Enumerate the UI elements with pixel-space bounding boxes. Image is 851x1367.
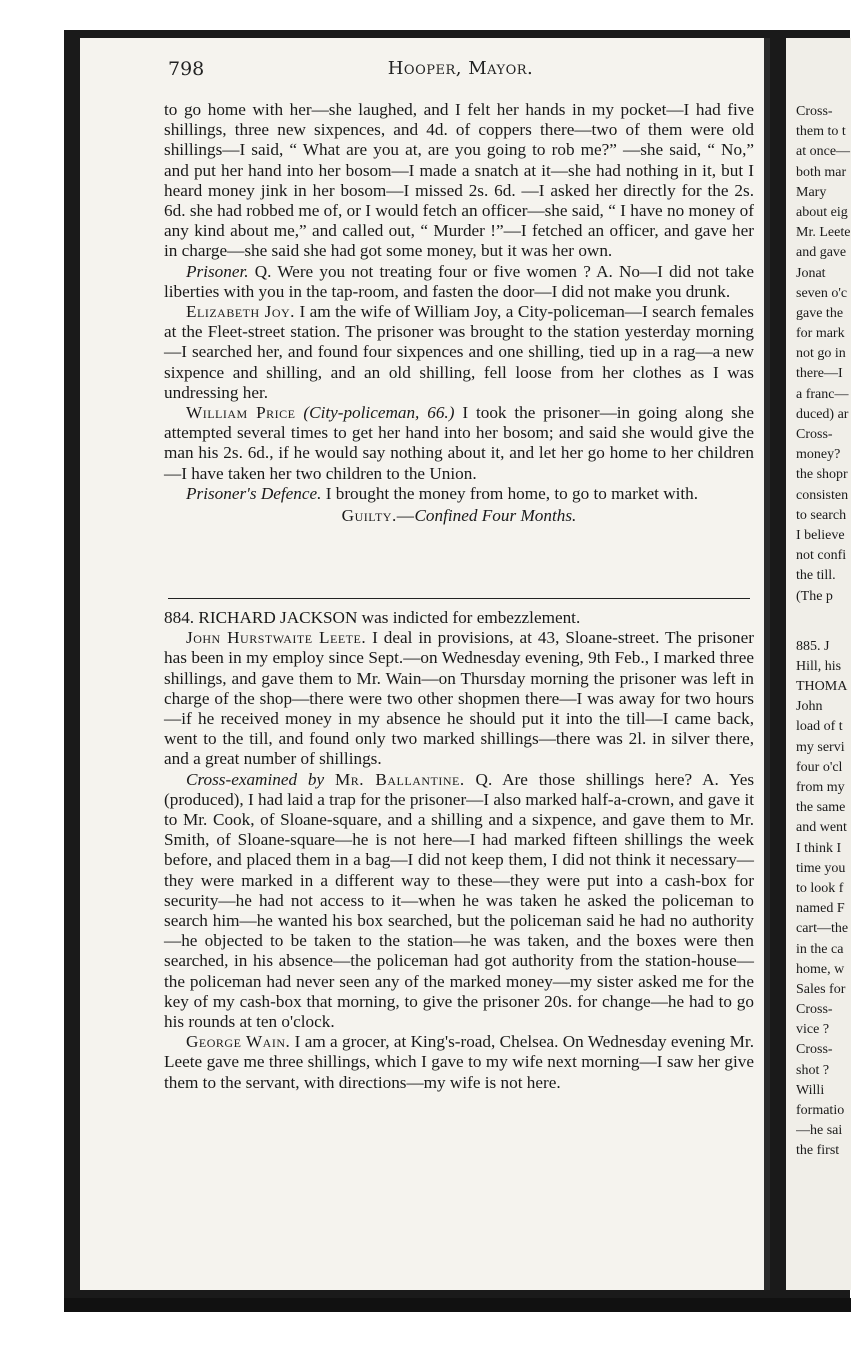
book-bottom-edge (64, 1298, 851, 1312)
facing-page-line: duced) ar (796, 406, 849, 422)
witness-name: John Hurstwaite Leete. (186, 628, 367, 648)
facing-page-line: Mr. Leete (796, 225, 851, 241)
facing-page-fragments (796, 102, 851, 1162)
witness-name: William Price (186, 403, 296, 423)
witness-testimony: I am a grocer, at King's-road, Chelsea. On Wednesday evening Mr. Leete gave me three shillings, which I gave to my wife next morning—I saw her give them to the servant, with directions—my wife is not here. (164, 1032, 754, 1092)
facing-page-line: consisten (796, 487, 849, 503)
facing-page-line: Cross- (796, 1002, 833, 1018)
facing-page-line: Cross- (796, 1042, 833, 1058)
witness-testimony: I deal in provisions, at 43, Sloane-street. The prisoner has been in my employ since Sept.—on Wednesday evening, 9th Feb., I marked three shillings, and gave them to Mr. Wain—on Thursday morning the prisoner was left in charge of the shop—there were two other shopmen there—I was away for two hours—if he received money in my absence he should put it into the till—I came back, went to the till, and found only two marked shillings—there was 2l. in silver there, and a great number of shillings. (164, 628, 755, 769)
prisoner-defence (164, 484, 754, 504)
facing-page-line: not confi (796, 548, 847, 564)
witness-leete (164, 628, 754, 769)
facing-page-line: both mar (796, 164, 847, 180)
witness-name: George Wain. (186, 1032, 291, 1052)
facing-page-line: about eig (796, 204, 848, 220)
facing-page-line: the first (796, 1143, 840, 1159)
facing-page-line: time you (796, 860, 846, 876)
facing-page-line: my servi (796, 739, 845, 755)
facing-page-line: John (796, 699, 823, 715)
witness-role: (City-policeman, 66.) (303, 403, 455, 423)
cross-examination (164, 770, 754, 1033)
facing-page-line: home, w (796, 961, 845, 977)
facing-page-line: (The p (796, 588, 833, 604)
facing-page-line: there—I (796, 366, 843, 382)
facing-page-line: Jonat (796, 265, 826, 281)
verdict (164, 506, 754, 526)
verdict-sentence: Confined Four Months. (414, 506, 577, 526)
cross-label: Cross-examined by (186, 769, 325, 789)
fragment-gap (796, 607, 851, 637)
facing-page-line: cart—the (796, 921, 849, 937)
prisoner-question-text: Q. Were you not treating four or five women ? A. No—I did not take liberties with you in the tap-room, and fasten the door—I did not make you drunk. (164, 261, 755, 301)
continued-testimony: to go home with her—she laughed, and I felt her hands in my pocket—I had five shillings, three new sixpences, and 4d. of coppers there—two of them were old shillings—I said, “ What are you at, are you going to rob me?” —she said, “ No,” and put her hand into her bosom—I made a snatch at it—she had nothing in it, but I heard money jink in her bosom—I missed 2s. 6d. —I asked her directly for the 2s. 6d. she had robbed me of, or I would fetch an officer—she said, “ I have no money of any kind about me,” and called out, “ Murder !”—I fetched an officer, and gave her in charge—she said she had got some money, but it was her own. (164, 100, 754, 261)
facing-page-line: to search (796, 507, 847, 523)
facing-page-line: seven o'c (796, 285, 848, 301)
facing-page-line: Willi (796, 1082, 825, 1098)
witness-wain (164, 1032, 754, 1093)
facing-page-line: Sales for (796, 981, 846, 997)
witness-william-price (164, 403, 754, 484)
facing-page-line: not go in (796, 346, 846, 362)
facing-page-line: in the ca (796, 941, 844, 957)
running-head (168, 58, 753, 86)
counsel-name: Mr. Ballantine. (335, 769, 465, 789)
facing-page-line: the same (796, 800, 846, 816)
facing-page-line: at once— (796, 144, 851, 160)
case-divider (168, 598, 750, 599)
facing-page-line: Mary (796, 184, 827, 200)
facing-page-line: gave the (796, 305, 844, 321)
witness-name: Elizabeth Joy. (186, 302, 295, 322)
facing-page-line: formatio (796, 1103, 845, 1118)
defence-text: I brought the money from home, to go to market with. (325, 483, 699, 503)
witness-testimony: I took the prisoner—in going along she attempted several times to get her hand into her bosom; and said she would give the man his 2s. 6d., if he would say nothing about it, and let her go home to her children—I have taken her two children to the Union. (164, 403, 755, 483)
facing-page-line: from my (796, 780, 845, 795)
prisoner-label: Prisoner. (186, 261, 249, 281)
facing-page-line: the till. (796, 568, 836, 584)
case-883-text (164, 100, 754, 526)
case-heading: 884. RICHARD JACKSON was indicted for embezzlement. (164, 608, 581, 627)
facing-page-line: Cross- (796, 427, 833, 442)
witness-testimony: I am the wife of William Joy, a City-policeman—I search females at the Fleet-street station. The prisoner was brought to the station yesterday morning—I searched her, and found four sixpences and one shilling, tied up in a rag—a new sixpence and shilling, and an old shilling, fell loose from her clothes as I was undressing her. (164, 302, 755, 402)
facing-page-line: THOMA (796, 679, 848, 695)
facing-page-line: to look f (796, 880, 844, 896)
facing-page-line: Cross- (796, 104, 833, 119)
verdict-guilty: Guilty.— (341, 506, 415, 526)
facing-page-line: the shopr (796, 467, 848, 483)
page-number: 798 (168, 58, 205, 80)
facing-page-line: them to t (796, 124, 846, 140)
facing-page-line: and gave (796, 245, 847, 261)
witness-elizabeth-joy (164, 302, 754, 403)
facing-page-line: I think I (796, 840, 842, 856)
case-884-text (164, 608, 754, 1093)
facing-page-line: a franc— (796, 386, 849, 402)
header-title: Hooper, Mayor. (387, 58, 534, 79)
facing-page-line: and went (796, 820, 847, 836)
facing-page-line: —he sai (796, 1123, 843, 1139)
facing-page-line: load of t (796, 719, 843, 735)
cross-text: Q. Are those shillings here? A. Yes (produced), I had laid a trap for the prisoner—I also marked half-a-crown, and gave it to Mr. Cook, of Sloane-square, and a shilling and a sixpence, and gave them to Mr. Smith, of Sloane-square—he is not here—I had marked fifteen shillings the week before, and placed them in a bag—I did not keep them, I did not think it necessary—they were marked in a different way to these—they were put into a cash-box for security—he had not access to it—when he was taken he asked the policeman to search him—he wanted his box searched, but the policeman said he had no authority—he objected to be taken to the station—he was taken, and the boxes were then searched, in his absence—the policeman had got authority from the station-house—the policeman had never seen any of the marked money—my sister asked me for the key of my cash-box that morning, to give the prisoner 20s. for change—he had to go his rounds at ten o'clock. (164, 769, 755, 1032)
defence-label: Prisoner's Defence. (186, 483, 322, 503)
facing-page-line: 885. J (796, 638, 830, 654)
facing-page-line: money? (796, 447, 841, 463)
facing-page-line: Hill, his (796, 658, 842, 674)
facing-page-line: I believe (796, 527, 845, 543)
facing-page-line: shot ? (796, 1062, 830, 1078)
prisoner-question (164, 262, 754, 302)
facing-page-line: named F (796, 901, 845, 917)
facing-page-line: for mark (796, 326, 845, 342)
facing-page-line: four o'cl (796, 759, 843, 775)
facing-page-line: vice ? (796, 1022, 830, 1038)
